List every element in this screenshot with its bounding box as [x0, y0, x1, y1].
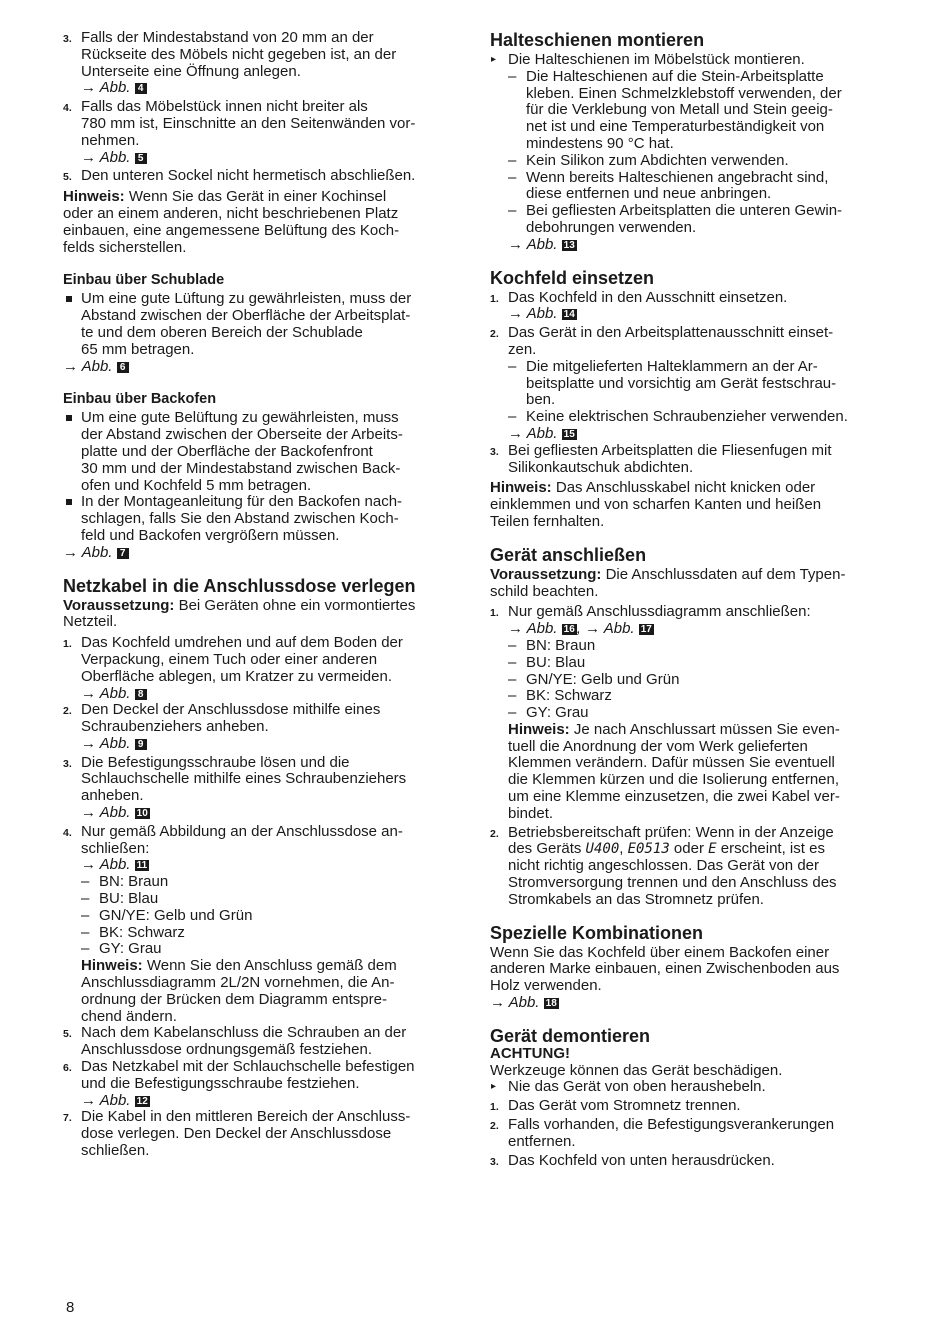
prerequisite-paragraph: Voraussetzung: Bei Geräten ohne ein vormontiertes Netzteil.	[63, 596, 416, 631]
step-6: 6. Das Netzkabel mit der Schlauchschelle befestigen und die Befestigungsschraube festziehen. → Abb. 12	[63, 1059, 451, 1109]
figure-badge: 14	[563, 309, 575, 321]
triangle-bullet-icon: ▸	[491, 54, 497, 65]
figure-reference: → Abb. 18	[490, 994, 557, 1012]
figure-reference: → Abb. 7	[63, 545, 451, 562]
display-code: E0513	[627, 841, 670, 858]
prerequisite-paragraph: Voraussetzung: Die Anschlussdaten auf dem Typen- schild beachten.	[490, 565, 846, 600]
step-2: 2. Das Gerät in den Arbeitsplattenausschnitt einset- zen. – Die mitgelieferten Halteklammern an der Ar- beitsplatte und vorsichtig am Gerät festschrau- ben. – Keine elektrischen Schraubenzieher verwenden. → Abb. 15	[490, 325, 890, 443]
square-bullet-icon	[66, 499, 72, 505]
left-column	[63, 30, 451, 1160]
body-paragraph: Wenn Sie das Kochfeld über einem Backofen einer anderen Marke einbauen, einen Zwischenboden aus Holz verwenden. → Abb. 18	[490, 945, 890, 1012]
section-heading-spezielle-kombinationen: Spezielle Kombinationen	[490, 922, 704, 943]
wire-color-item: – GN/YE: Gelb und Grün	[508, 670, 680, 688]
step-2: 2. Den Deckel der Anschlussdose mithilfe eines Schraubenziehers anheben. → Abb. 9	[63, 702, 451, 752]
wire-color-item: – BK: Schwarz	[508, 687, 612, 705]
figure-badge: 16	[563, 624, 575, 636]
figure-reference: → Abb. 12	[81, 1091, 148, 1109]
bullet-item: Um eine gute Lüftung zu gewährleisten, muss der Abstand zwischen der Oberfläche der Arbeitsplat- te und dem oberen Bereich der Schublade 65 mm betragen.	[63, 291, 451, 358]
figure-badge: 12	[136, 1095, 148, 1107]
step-1: 1. Das Kochfeld umdrehen und auf dem Boden der Verpackung, einem Tuch oder einer anderen Oberfläche ablegen, um Kratzer zu vermeiden. → Abb. 8	[63, 635, 451, 702]
page-number: 8	[66, 1299, 75, 1316]
display-code: E	[708, 841, 717, 858]
figure-reference: → Abb. 9	[81, 736, 451, 753]
dash-list: – Die Halteschienen auf die Stein-Arbeitsplatte kleben. Einen Schmelzklebstoff verwenden, der für die Verklebung von Metall und Stein geeig- net ist und eine Temperaturbeständigkeit von mindestens 90 °C hat. – Kein Silikon zum Abdichten verwenden. – Wenn bereits Halteschienen angebracht sind, diese entfernen und neue anbringen. – Bei gefliesten Arbeitsplatten die unteren Gewin- debohrungen verwenden. → Abb. 13	[490, 69, 890, 254]
step-4: 4. Falls das Möbelstück innen nicht breiter als 780 mm ist, Einschnitte an den Seitenwänden vor- nehmen. → Abb. 5	[63, 99, 451, 166]
step-5: 5. Den unteren Sockel nicht hermetisch abschließen.	[63, 167, 416, 185]
wire-color-item: – GN/YE: Gelb und Grün	[81, 906, 253, 924]
figure-badge: 5	[135, 153, 147, 164]
figure-reference: → Abb. 4	[81, 80, 451, 97]
figure-badge: 4	[135, 83, 147, 94]
right-column: Halteschienen montieren ▸ Die Halteschienen im Möbelstück montieren. – Die Halteschienen auf die Stein-Arbeitsplatte kleben. Einen Schmelzklebstoff verwenden, der für die Verklebung von Metall und Stein geeig- net ist und eine Temperaturbeständigkeit von mindestens 90 °C hat. – Kein Silikon zum Abdichten verwenden. – Wenn bereits Halteschienen angebracht sind, diese entfernen und neue anbringen. – Bei gefliesten Arbeitsplatten die unteren Gewin- debohrungen verwenden. → Abb. 13 Kochfeld einsetzen 1. Das Kochfeld in den Ausschnitt einsetzen. → Abb. 14 2. Das Gerät in den Arbeitsplattenausschnitt einset- zen. – Die mitgelieferten Halteklammern an der Ar- beitsplatte und vorsichtig am Gerät festschrau- ben. – Keine elektrischen Schraubenzieher verwenden. → Abb. 15 3. Bei gefliesten Arbeitsplatten die Fliesenfugen mit Silikonkautschuk abdichten. Hinweis: Das Anschlusskabel nicht knicken oder einklemmen und von scharfen Kanten und heißen Teilen fernhalten. Gerät anschließen Voraussetzung: Die Anschlussdaten auf dem Typen- schild beachten. 1. Nur gemäß Anschlussdiagramm anschließen: → Abb. 16 , → Abb. 17 – BN: Braun – BU: Blau – GN/YE: Gelb und Grün – BK: Schwarz – GY: Grau Hinweis: Je nach Anschlussart müssen Sie even- tuell die Anordnung der vom Werk gelieferten Klemmen verändern. Dafür müssen Sie eventuell die Klemmen kürzen und die Isolierung entfernen, um eine Klemme einzusetzen, die zwei Kabel ver- bindet. 2. Betriebsbereitschaft prüfen: Wenn in der Anzeige des Geräts U400, E0513 oder E erscheint, ist es nicht richtig angeschlossen. Das Gerät von der Stromversorgung trennen und den Anschluss des Stromkabels an das Stromnetz prüfen. Spezielle Kombinationen Wenn Sie das Kochfeld über einem Backofen einer anderen Marke einbauen, einen Zwischenboden aus Holz verwenden. → Abb. 18 Gerät demontieren ACHTUNG! Werkzeuge können das Gerät beschädigen. ▸ Nie das Gerät von oben heraushebeln. 1. Das Gerät vom Stromnetz trennen. 2. Falls vorhanden, die Befestigungsverankerungen entfernen. 3. Das Kochfeld von unten herausdrücken.	[490, 30, 890, 1169]
figure-reference: → Abb. 5	[81, 150, 451, 167]
wire-color-item: – BK: Schwarz	[81, 923, 185, 941]
figure-reference: → Abb. 6	[63, 359, 451, 376]
subheading-schublade: Einbau über Schublade	[63, 272, 225, 289]
note-paragraph: Hinweis: Das Anschlusskabel nicht knicken oder einklemmen und von scharfen Kanten und heißen Teilen fernhalten.	[490, 479, 822, 530]
step-number: 3.	[63, 33, 72, 45]
note-paragraph: Hinweis: Wenn Sie das Gerät in einer Kochinsel oder an einem anderen, nicht beschriebenen Platz einbauen, eine angemessene Belüftung des Koch- felds sicherstellen.	[63, 188, 400, 256]
action-item: ▸ Die Halteschienen im Möbelstück montieren.	[491, 51, 805, 68]
figure-badge: 6	[117, 362, 129, 373]
step-3: 3. Bei gefliesten Arbeitsplatten die Fliesenfugen mit Silikonkautschuk abdichten.	[490, 441, 832, 476]
warning-label: ACHTUNG!	[490, 1044, 570, 1062]
step-number: 5.	[63, 171, 72, 184]
step-1: 1. Das Kochfeld in den Ausschnitt einsetzen. → Abb. 14	[490, 290, 890, 324]
step-1b: 1. Nur gemäß Anschlussdiagramm anschließen: → Abb. 16 , → Abb. 17 – BN: Braun – BU: Blau – GN/YE: Gelb und Grün – BK: Schwarz – GY: Grau Hinweis: Je nach Anschlussart müssen Sie even- tuell die Anordnung der vom Werk gelieferten Klemmen verändern. Dafür müssen Sie eventuell die Klemmen kürzen und die Isolierung entfernen, um eine Klemme einzusetzen, die zwei Kabel ver- bindet.	[490, 604, 890, 822]
figure-badge: 13	[563, 239, 575, 251]
step-3: 3. Falls der Mindestabstand von 20 mm an der Rückseite des Möbels nicht gegeben ist, an der Unterseite eine Öffnung anlegen. → Abb. 4	[63, 30, 451, 97]
step-number: 4.	[63, 102, 72, 115]
figure-reference: → Abb. 15	[508, 424, 575, 442]
figure-reference: → Abb. 11	[81, 856, 148, 874]
wire-color-item: – BU: Blau	[508, 653, 586, 671]
figure-badge: 8	[135, 689, 147, 700]
bullet-item: Um eine gute Belüftung zu gewährleisten, muss der Abstand zwischen der Oberseite der Arbeits- platte und der Oberfläche der Backofenfront 30 mm und der Mindestabstand zwischen Back- ofen und Kochfeld 5 mm betragen.	[63, 410, 451, 494]
step-1c: 1. Das Gerät vom Stromnetz trennen.	[490, 1097, 741, 1115]
figure-badge: 17	[640, 624, 652, 636]
figure-badge: 7	[117, 548, 129, 559]
square-bullet-icon	[66, 415, 72, 421]
step-2c: 2. Falls vorhanden, die Befestigungsverankerungen entfernen.	[490, 1116, 835, 1150]
section-heading-geraet-demontieren: Gerät demontieren	[490, 1025, 651, 1046]
figure-reference: → Abb. 16 , → Abb. 17	[508, 620, 652, 638]
triangle-bullet-icon: ▸	[491, 1081, 497, 1093]
wire-color-item: – BN: Braun	[81, 873, 169, 891]
step-3b: 3. Die Befestigungsschraube lösen und die Schlauchschelle mithilfe eines Schraubenziehers anheben. → Abb. 10	[63, 755, 451, 822]
figure-reference: → Abb. 14	[508, 305, 575, 323]
display-code: U400	[585, 841, 620, 858]
wire-color-item: – BN: Braun	[508, 636, 596, 654]
figure-badge: 15	[563, 428, 575, 440]
bullet-item: In der Montageanleitung für den Backofen nach- schlagen, falls Sie den Abstand zwischen Koch- feld und Backofen vergrößern müssen.	[63, 494, 451, 544]
figure-reference: → Abb. 13	[508, 235, 575, 253]
action-item: ▸ Nie das Gerät von oben heraushebeln.	[491, 1078, 766, 1096]
figure-badge: 10	[136, 808, 148, 820]
step-5b: 5. Nach dem Kabelanschluss die Schrauben an der Anschlussdose ordnungsgemäß festziehen.	[63, 1024, 407, 1059]
figure-reference: → Abb. 10	[81, 804, 148, 822]
section-heading-kochfeld-einsetzen: Kochfeld einsetzen	[490, 267, 655, 288]
figure-badge: 9	[135, 739, 147, 750]
section-heading-geraet-anschliessen: Gerät anschließen	[490, 544, 647, 565]
step-7: 7. Die Kabel in den mittleren Bereich der Anschluss- dose verlegen. Den Deckel der Anschlussdose schließen.	[63, 1108, 411, 1160]
figure-badge: 11	[136, 860, 148, 872]
wire-color-item: – GY: Grau	[508, 704, 589, 722]
step-3c: 3. Das Kochfeld von unten herausdrücken.	[490, 1151, 775, 1169]
section-heading-halteschienen: Halteschienen montieren	[490, 30, 705, 50]
square-bullet-icon	[66, 296, 72, 302]
section-heading-netzkabel: Netzkabel in die Anschlussdose verlegen	[63, 575, 416, 596]
wire-color-item: – BU: Blau	[81, 890, 159, 908]
step-2b: 2. Betriebsbereitschaft prüfen: Wenn in der Anzeige des Geräts U400, E0513 oder E erscheint, ist es nicht richtig angeschlossen. Das Gerät von der Stromversorgung trennen und den Anschluss des Stromkabels an das Stromnetz prüfen.	[490, 823, 837, 908]
wire-color-item: – GY: Grau	[81, 940, 162, 958]
subheading-backofen: Einbau über Backofen	[63, 391, 217, 408]
figure-reference: → Abb. 8	[81, 686, 451, 703]
figure-badge: 18	[545, 998, 557, 1010]
step-4b: 4. Nur gemäß Abbildung an der Anschlussdose an- schließen: → Abb. 11 – BN: Braun – BU: Blau – GN/YE: Gelb und Grün – BK: Schwarz – GY: Grau Hinweis: Wenn Sie den Anschluss gemäß dem Anschlussdiagramm 2L/2N vornehmen, die An- ordnung der Brücken dem Diagramm entspre- chend ändern.	[63, 824, 451, 1026]
